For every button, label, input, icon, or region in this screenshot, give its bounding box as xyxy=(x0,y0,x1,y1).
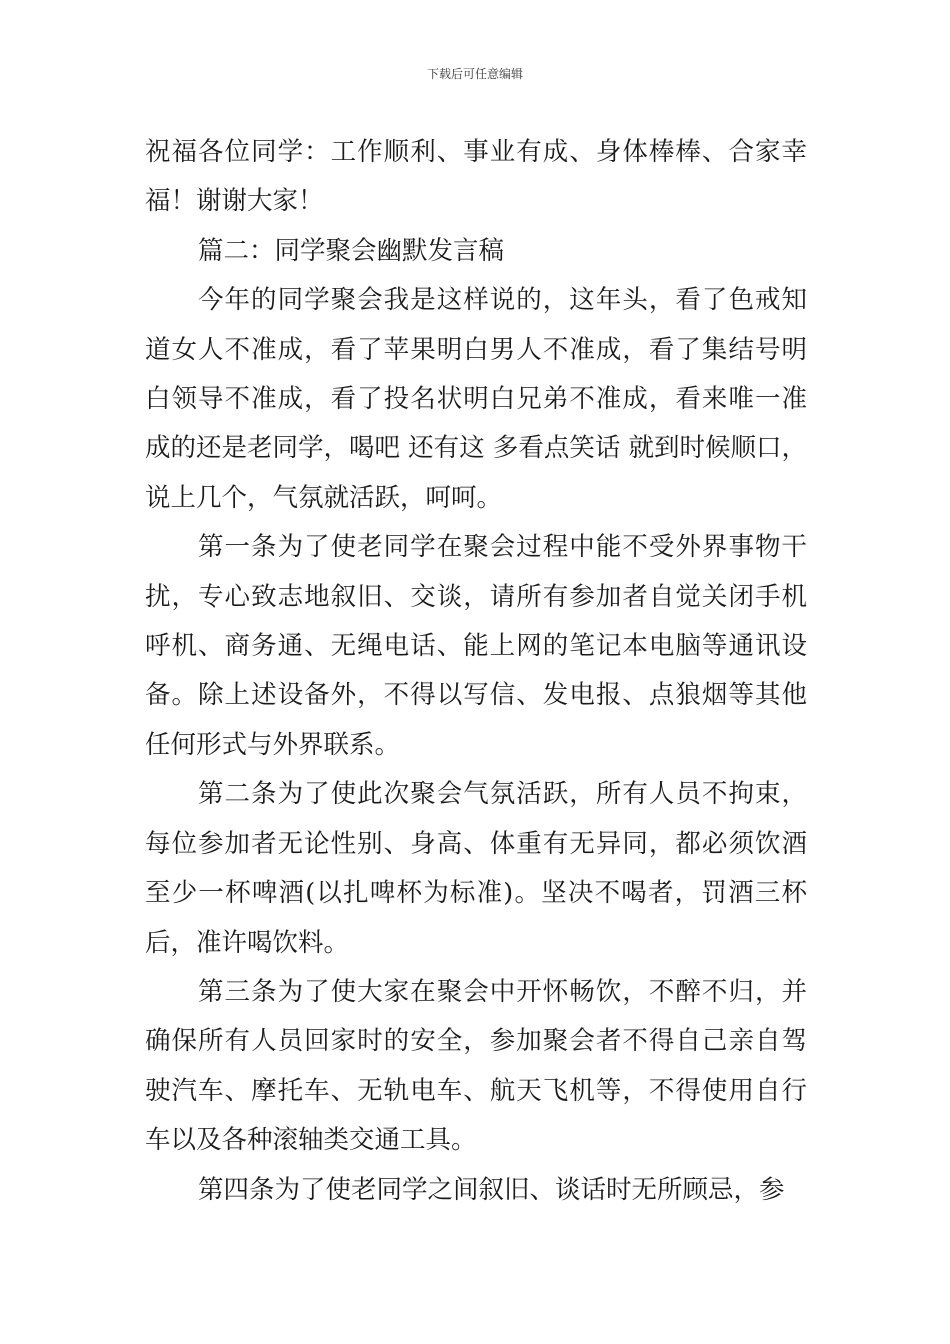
paragraph-rule-2: 第二条为了使此次聚会气氛活跃，所有人员不拘束，每位参加者无论性别、身高、体重有无异同，都必须饮酒至少一杯啤酒(以扎啤杯为标准)。坚决不喝者，罚酒三杯后，准许喝饮料。 xyxy=(145,779,807,958)
document-body xyxy=(145,128,807,1215)
paragraph-rule-4: 第四条为了使老同学之间叙旧、谈话时无所顾忌，参 xyxy=(198,1174,785,1205)
paragraph-closing-blessing: 祝福各位同学：工作顺利、事业有成、身体棒棒、合家幸福！谢谢大家！ xyxy=(145,137,807,217)
page-header: 下载后可任意编辑 xyxy=(426,67,523,81)
paragraph-intro: 今年的同学聚会我是这样说的，这年头，看了色戒知道女人不准成，看了苹果明白男人不准成，看了集结号明白领导不准成，看了投名状明白兄弟不准成，看来唯一准成的还是老同学，喝吧 还有这 多看点笑话 就到时候顺口，说上几个，气氛就活跃，呵呵。 xyxy=(145,285,807,513)
section-heading: 篇二：同学聚会幽默发言稿 xyxy=(198,235,505,266)
paragraph-rule-1: 第一条为了使老同学在聚会过程中能不受外界事物干扰，专心致志地叙旧、交谈，请所有参加者自觉关闭手机呼机、商务通、无绳电话、能上网的笔记本电脑等通讯设备。除上述设备外，不得以写信、发电报、点狼烟等其他任何形式与外界联系。 xyxy=(145,532,807,760)
paragraph-rule-3: 第三条为了使大家在聚会中开怀畅饮，不醉不归，并确保所有人员回家时的安全，参加聚会者不得自己亲自驾驶汽车、摩托车、无轨电车、航天飞机等，不得使用自行车以及各种滚轴类交通工具。 xyxy=(145,976,807,1156)
